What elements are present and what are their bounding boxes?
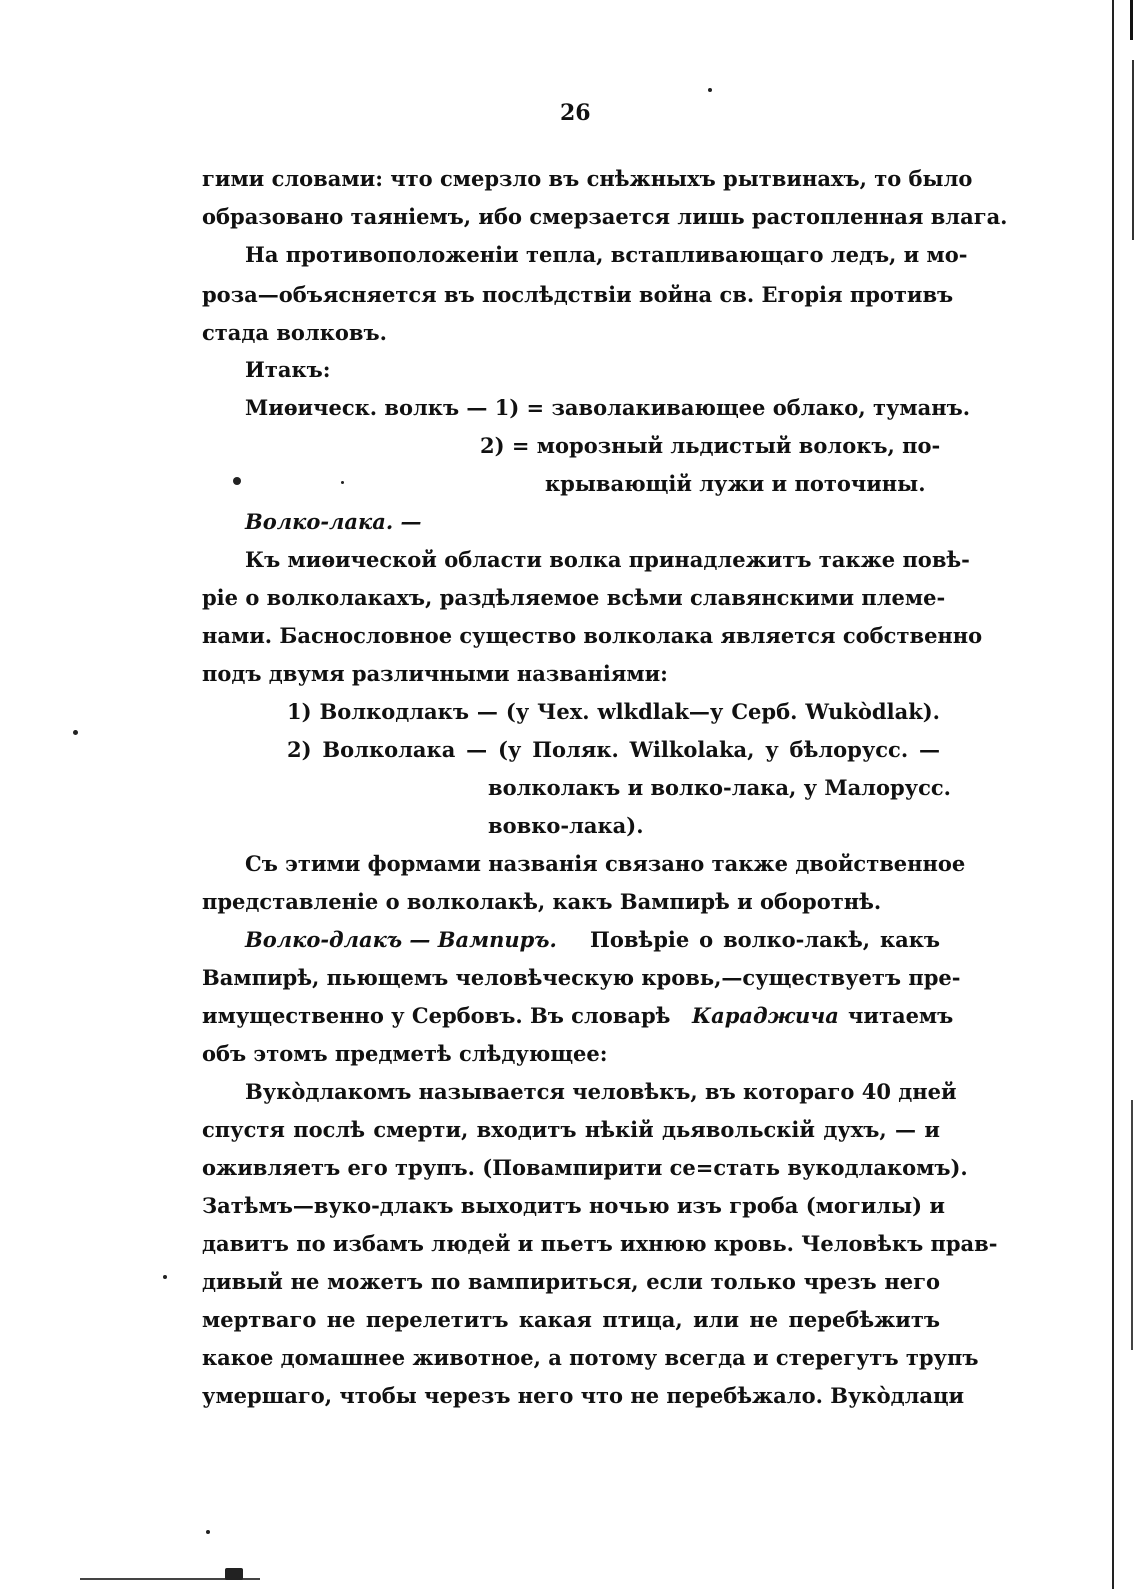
text-line: объ этомъ предметѣ слѣдующее: — [202, 1041, 608, 1066]
text-line: давитъ по избамъ людей и пьетъ ихнюю кровь. Человѣкъ прав- — [202, 1231, 998, 1256]
text-line: дивый не можетъ по вампириться, если только чрезъ него — [202, 1269, 940, 1294]
text-line: спустя послѣ смерти, входитъ нѣкій дьявольскій духъ, — и — [202, 1117, 940, 1142]
text-line: Итакъ: — [245, 357, 331, 382]
text-line: представленіе о волколакѣ, какъ Вампирѣ и оборотнѣ. — [202, 889, 882, 914]
page-edge-line — [1112, 0, 1114, 1589]
ink-smudge — [225, 1568, 243, 1580]
text-line: роза—объясняется въ послѣдствіи война св. Егорія противъ — [202, 282, 954, 307]
text-line: оживляетъ его трупъ. (Повампирити се=стать вукодлакомъ). — [202, 1155, 968, 1180]
text-line: Миѳическ. волкъ — 1) = заволакивающее облако, туманъ. — [245, 395, 971, 420]
text-line: умершаго, чтобы черезъ него что не перебѣжало. Вукòдлаци — [202, 1383, 965, 1408]
ink-speck — [708, 88, 712, 92]
section-heading: Волко-длакъ — Вампиръ. — [245, 927, 557, 952]
text-line: гими словами: что смерзло въ снѣжныхъ рытвинахъ, то было — [202, 166, 973, 191]
text-line: вовко-лака). — [488, 813, 644, 838]
text-line: волколакъ и волко-лака, у Малорусс. — [488, 775, 951, 800]
text-line: какое домашнее животное, а потому всегда и стерегутъ трупъ — [202, 1345, 979, 1370]
text-line: Повѣріе о волко-лакѣ, какъ — [590, 927, 940, 952]
section-heading: Волко-лака. — — [245, 509, 422, 534]
text-line: 1) Волкодлакъ — (у Чех. wlkdlak—у Серб. Wukòdlak). — [287, 699, 940, 724]
text-line: нами. Баснословное существо волколака является собственно — [202, 623, 983, 648]
text-line: 2) Волколака — (у Поляк. Wilkolaka, у бѣлорусс. — — [287, 737, 940, 762]
page-edge-mark — [1131, 1100, 1133, 1350]
page-edge-mark — [1130, 0, 1133, 40]
text-line: На противоположеніи тепла, встапливающаго ледъ, и мо- — [245, 242, 968, 267]
text-line: подъ двумя различными названіями: — [202, 661, 668, 686]
text-line: Вукòдлакомъ называется человѣкъ, въ котораго 40 дней — [245, 1079, 957, 1104]
text-line: крывающій лужи и поточины. — [545, 471, 926, 496]
text-line: Съ этими формами названія связано также двойственное — [245, 851, 966, 876]
text-line: Вампирѣ, пьющемъ человѣческую кровь,—существуетъ пре- — [202, 965, 961, 990]
italic-name: Караджича — [692, 1003, 839, 1028]
text-line: мертваго не перелетитъ какая птица, или не перебѣжитъ — [202, 1307, 940, 1332]
text-line: имущественно у Сербовъ. Въ словарѣ — [202, 1003, 671, 1028]
ink-speck — [163, 1275, 167, 1279]
page-number: 26 — [560, 100, 591, 126]
ink-speck — [233, 477, 241, 485]
ink-speck — [73, 730, 78, 735]
text-line: ріе о волколакахъ, раздѣляемое всѣми славянскими племе- — [202, 585, 946, 610]
text-line: читаемъ — [848, 1003, 954, 1028]
ink-speck — [341, 481, 344, 484]
text-line: 2) = морозный льдистый волокъ, по- — [480, 433, 941, 458]
page-edge-mark — [1132, 60, 1134, 240]
text-line: образовано таяніемъ, ибо смерзается лишь растопленная влага. — [202, 204, 1008, 229]
text-line: стада волковъ. — [202, 320, 387, 345]
ink-speck — [206, 1530, 210, 1534]
text-line: Затѣмъ—вуко-длакъ выходитъ ночью изъ гроба (могилы) и — [202, 1193, 946, 1218]
text-line: Къ миѳической области волка принадлежитъ также повѣ- — [245, 547, 970, 572]
